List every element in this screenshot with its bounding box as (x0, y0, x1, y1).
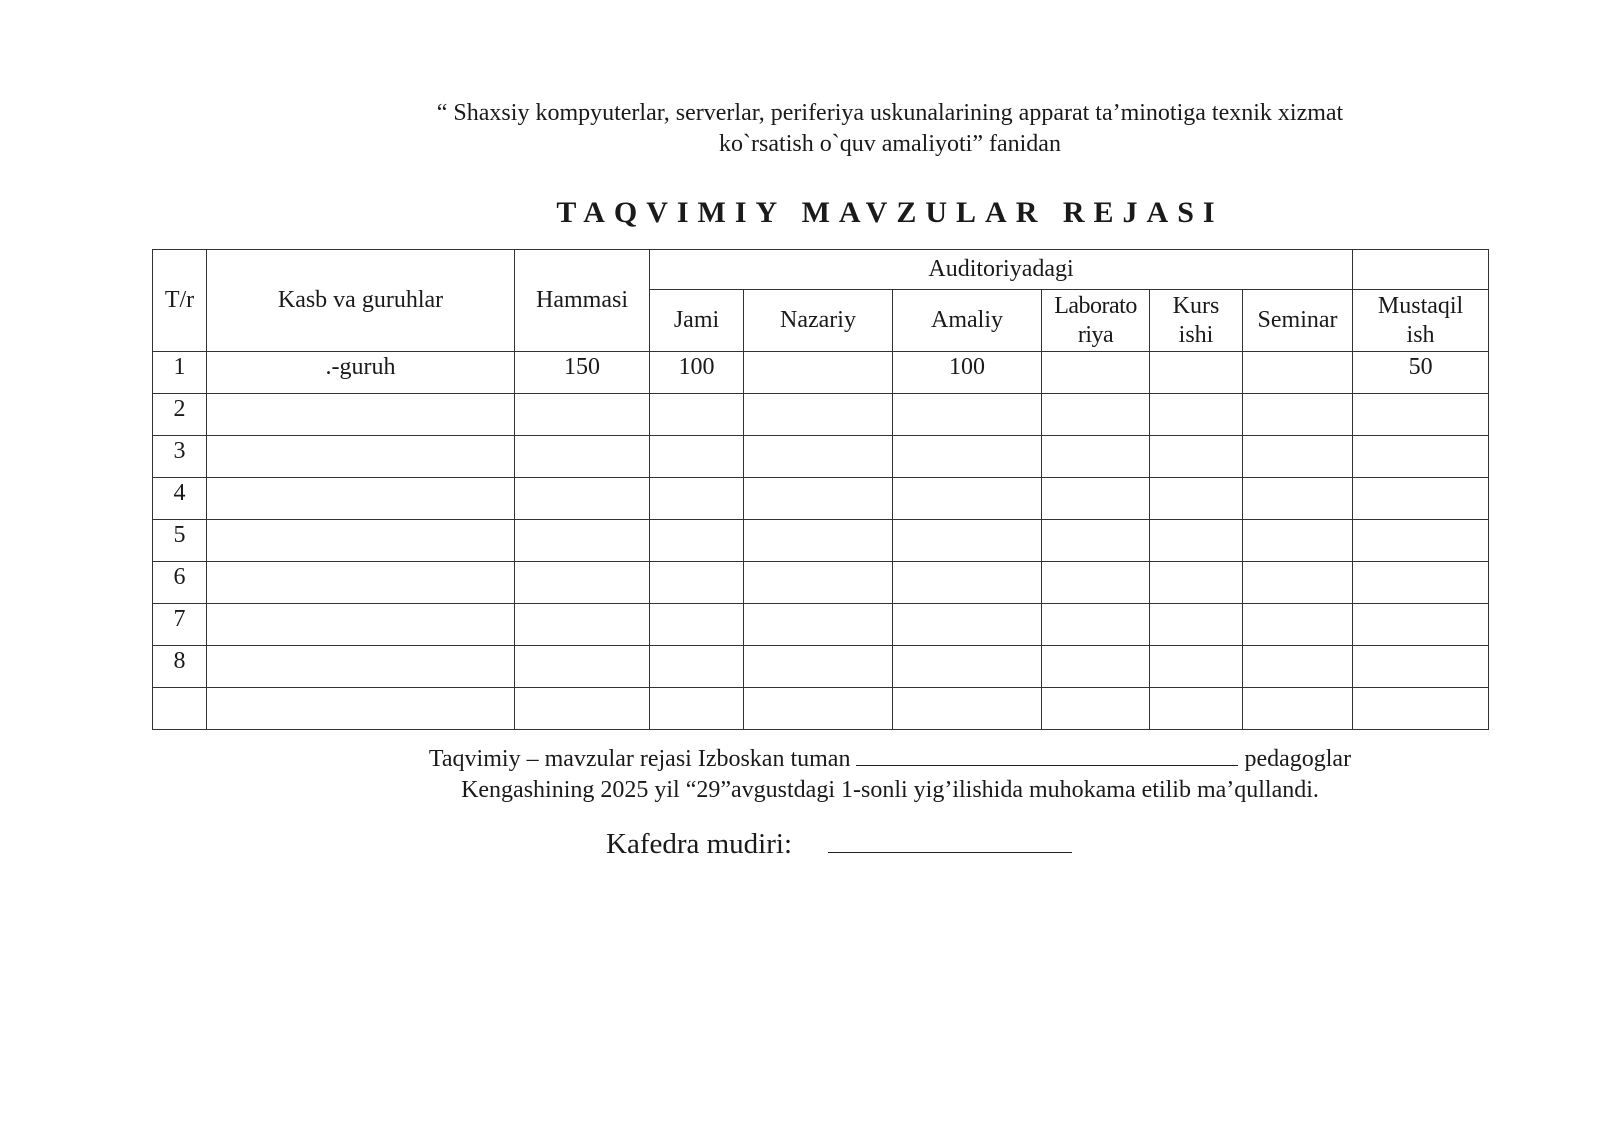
cell-seminar (1243, 646, 1353, 688)
cell-hammasi (515, 646, 650, 688)
cell-kasb (207, 394, 515, 436)
cell-kurs (1150, 520, 1243, 562)
cell-nazariy (744, 478, 893, 520)
cell-nazariy (744, 436, 893, 478)
cell-tr: 7 (153, 604, 207, 646)
cell-laboratoriya (1042, 646, 1150, 688)
cell-seminar (1243, 562, 1353, 604)
subject-line-2: ko`rsatish o`quv amaliyoti” fanidan (719, 131, 1061, 157)
cell-laboratoriya (1042, 394, 1150, 436)
header-hammasi: Hammasi (515, 250, 650, 352)
cell-tr: 2 (153, 394, 207, 436)
cell-kasb (207, 688, 515, 730)
cell-mustaqil (1353, 646, 1489, 688)
cell-mustaqil (1353, 688, 1489, 730)
cell-amaliy: 100 (893, 352, 1042, 394)
cell-tr (153, 688, 207, 730)
document-title: TAQVIMIY MAVZULAR REJASI (556, 196, 1224, 229)
table-row (153, 436, 1489, 478)
cell-jami (650, 688, 744, 730)
header-jami: Jami (650, 290, 744, 352)
cell-tr: 5 (153, 520, 207, 562)
signature-label: Kafedra mudiri: (606, 828, 793, 860)
cell-mustaqil (1353, 436, 1489, 478)
header-auditoriyadagi: Auditoriyadagi (650, 250, 1353, 290)
cell-kurs (1150, 646, 1243, 688)
table-row (153, 604, 1489, 646)
cell-mustaqil (1353, 562, 1489, 604)
cell-amaliy (893, 520, 1042, 562)
header-laboratoriya-line1: Laborato (1054, 292, 1137, 319)
table-header-row (153, 250, 1489, 290)
cell-mustaqil: 50 (1353, 352, 1489, 394)
table-row (153, 646, 1489, 688)
cell-nazariy (744, 604, 893, 646)
table-row (153, 520, 1489, 562)
cell-jami (650, 646, 744, 688)
table-body (153, 352, 1489, 730)
cell-hammasi: 150 (515, 352, 650, 394)
cell-mustaqil (1353, 520, 1489, 562)
cell-kurs (1150, 562, 1243, 604)
header-kurs-line2: ishi (1178, 321, 1214, 348)
cell-hammasi (515, 688, 650, 730)
cell-kurs (1150, 436, 1243, 478)
cell-laboratoriya (1042, 688, 1150, 730)
cell-amaliy (893, 394, 1042, 436)
cell-mustaqil (1353, 478, 1489, 520)
header-mustaqil (1353, 290, 1489, 352)
cell-hammasi (515, 478, 650, 520)
cell-kurs (1150, 688, 1243, 730)
plan-table (152, 249, 1489, 730)
cell-kasb (207, 562, 515, 604)
table-row (153, 562, 1489, 604)
cell-laboratoriya (1042, 520, 1150, 562)
cell-amaliy (893, 478, 1042, 520)
cell-kurs (1150, 352, 1243, 394)
cell-tr: 8 (153, 646, 207, 688)
cell-kurs (1150, 394, 1243, 436)
cell-kasb (207, 520, 515, 562)
cell-amaliy (893, 646, 1042, 688)
cell-laboratoriya (1042, 562, 1150, 604)
cell-jami (650, 562, 744, 604)
approval-line-1 (380, 744, 1400, 775)
cell-nazariy (744, 520, 893, 562)
cell-seminar (1243, 352, 1353, 394)
table-row (153, 688, 1489, 730)
cell-jami (650, 478, 744, 520)
approval-note (380, 744, 1400, 806)
cell-seminar (1243, 688, 1353, 730)
cell-hammasi (515, 394, 650, 436)
header-mustaqil-line2: ish (1406, 321, 1435, 348)
table-row (153, 394, 1489, 436)
subject-line-1: “ Shaxsiy kompyuterlar, serverlar, periferiya uskunalarining apparat ta’minotiga texnik xizmat (436, 100, 1344, 126)
cell-nazariy (744, 394, 893, 436)
cell-seminar (1243, 394, 1353, 436)
signature-block (606, 828, 1072, 861)
cell-nazariy (744, 562, 893, 604)
header-laboratoriya (1042, 290, 1150, 352)
cell-amaliy (893, 436, 1042, 478)
cell-hammasi (515, 520, 650, 562)
cell-hammasi (515, 604, 650, 646)
cell-seminar (1243, 478, 1353, 520)
cell-tr: 4 (153, 478, 207, 520)
subject-heading (380, 98, 1400, 160)
cell-nazariy (744, 352, 893, 394)
cell-jami (650, 436, 744, 478)
header-laboratoriya-line2: riya (1077, 321, 1114, 348)
cell-amaliy (893, 562, 1042, 604)
approval-line-2: Kengashining 2025 yil “29”avgustdagi 1-sonli yig’ilishida muhokama etilib ma’qullandi. (461, 777, 1319, 803)
cell-kurs (1150, 604, 1243, 646)
header-nazariy: Nazariy (744, 290, 893, 352)
district-blank-line (856, 745, 1238, 766)
cell-laboratoriya (1042, 604, 1150, 646)
header-seminar: Seminar (1243, 290, 1353, 352)
cell-kasb (207, 478, 515, 520)
cell-mustaqil (1353, 394, 1489, 436)
table-row (153, 352, 1489, 394)
cell-kasb (207, 646, 515, 688)
cell-seminar (1243, 604, 1353, 646)
cell-seminar (1243, 436, 1353, 478)
cell-jami (650, 604, 744, 646)
header-tr: T/r (153, 250, 207, 352)
cell-tr: 6 (153, 562, 207, 604)
signature-blank-line (828, 830, 1072, 853)
cell-tr: 3 (153, 436, 207, 478)
cell-hammasi (515, 562, 650, 604)
cell-nazariy (744, 688, 893, 730)
cell-hammasi (515, 436, 650, 478)
header-kasb: Kasb va guruhlar (207, 250, 515, 352)
cell-jami: 100 (650, 352, 744, 394)
approval-text-before: Taqvimiy – mavzular rejasi Izboskan tuman (428, 746, 851, 772)
cell-mustaqil (1353, 604, 1489, 646)
cell-amaliy (893, 688, 1042, 730)
cell-jami (650, 520, 744, 562)
header-empty-cell (1353, 250, 1489, 290)
cell-jami (650, 394, 744, 436)
cell-seminar (1243, 520, 1353, 562)
cell-laboratoriya (1042, 436, 1150, 478)
cell-kurs (1150, 478, 1243, 520)
cell-kasb: .-guruh (207, 352, 515, 394)
table-row (153, 478, 1489, 520)
cell-tr: 1 (153, 352, 207, 394)
cell-kasb (207, 604, 515, 646)
cell-laboratoriya (1042, 352, 1150, 394)
approval-text-after: pedagoglar (1244, 746, 1352, 772)
header-kurs-line1: Kurs (1172, 292, 1220, 319)
header-amaliy: Amaliy (893, 290, 1042, 352)
cell-laboratoriya (1042, 478, 1150, 520)
header-kurs (1150, 290, 1243, 352)
header-mustaqil-line1: Mustaqil (1377, 292, 1464, 319)
cell-amaliy (893, 604, 1042, 646)
cell-kasb (207, 436, 515, 478)
cell-nazariy (744, 646, 893, 688)
